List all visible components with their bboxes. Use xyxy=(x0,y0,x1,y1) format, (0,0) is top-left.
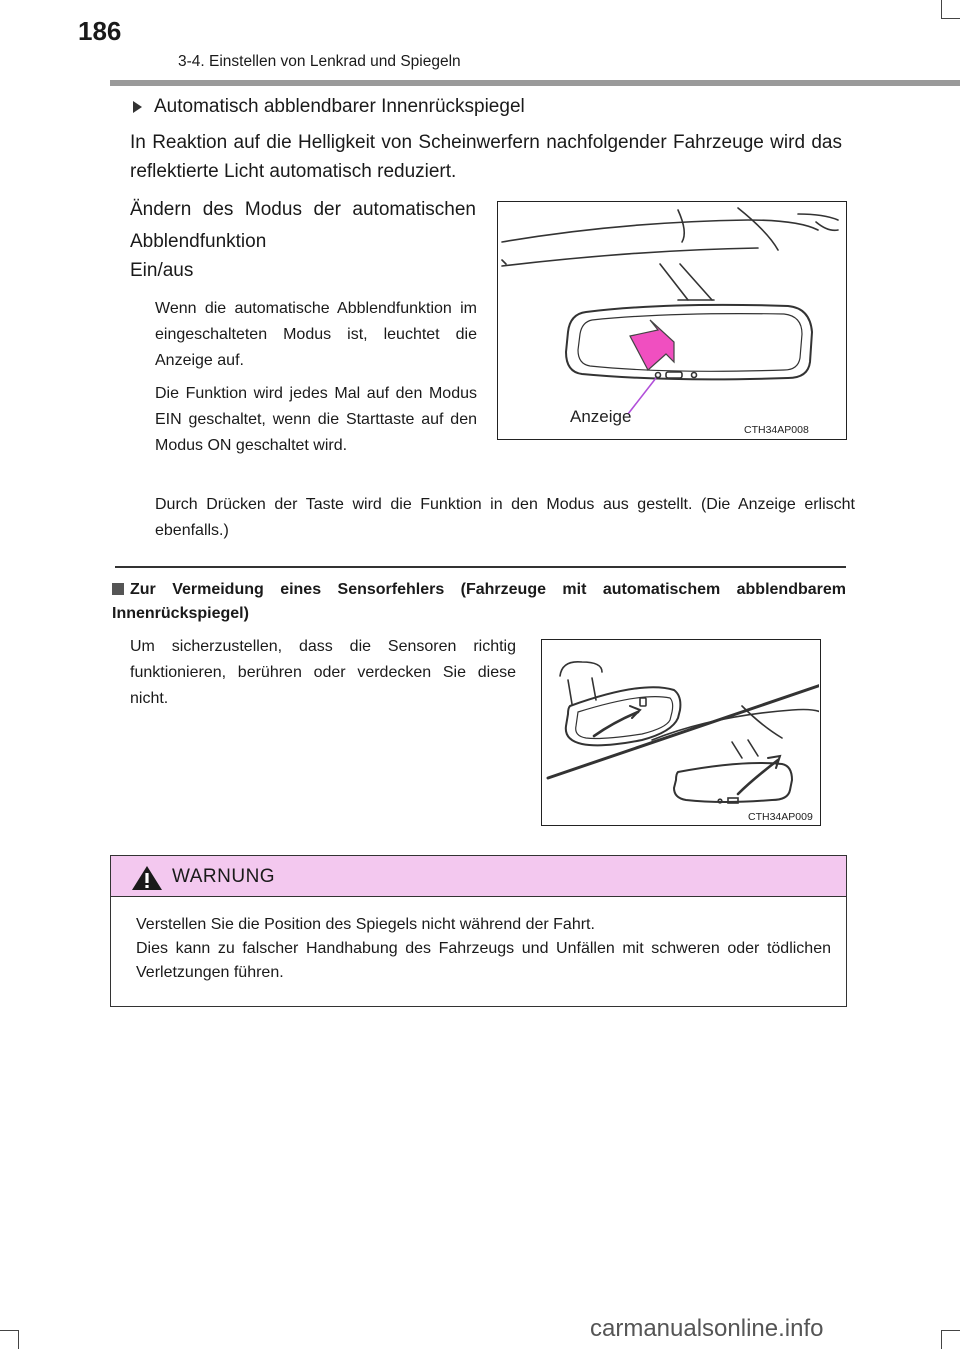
crop-mark xyxy=(941,1330,942,1349)
intro-paragraph: In Reaktion auf die Helligkeit von Scheinwerfern nachfolgender Fahrzeuge wird das reflektierte Licht automatisch reduziert. xyxy=(130,132,842,182)
pointer-line xyxy=(628,378,656,414)
warning-title: WARNUNG xyxy=(172,866,276,887)
sensor-figure xyxy=(541,639,821,826)
crop-mark xyxy=(941,0,942,18)
mode-heading: Ändern des Modus der automatischen Abblendfunktion xyxy=(130,199,476,252)
arrow-bullet-icon xyxy=(133,101,142,113)
start-paragraph: Die Funktion wird jedes Mal auf den Modus EIN geschaltet, wenn die Starttaste auf den Modus ON geschaltet wird. xyxy=(155,385,477,454)
crop-mark xyxy=(0,1330,18,1331)
figure-code: CTH34AP009 xyxy=(748,811,813,823)
button-paragraph: Durch Drücken der Taste wird die Funktion in den Modus aus gestellt. (Die Anzeige erlischt ebenfalls.) xyxy=(155,496,855,539)
warning-box xyxy=(110,855,847,1007)
page-number: 186 xyxy=(78,16,122,46)
warning-body xyxy=(136,913,831,985)
crop-mark xyxy=(18,1330,19,1349)
warning-line-1: Verstellen Sie die Position des Spiegels nicht während der Fahrt. xyxy=(136,916,595,933)
sensor-paragraph: Um sicherzustellen, dass die Sensoren richtig funktionieren, berühren oder verdecken Sie diese nicht. xyxy=(130,638,516,707)
indicator-paragraph: Wenn die automatische Abblendfunktion im eingeschalteten Modus ist, leuchtet die Anzeige auf. xyxy=(155,300,477,369)
arrow-icon xyxy=(630,320,674,370)
mirror-illustration xyxy=(498,202,845,438)
header-rule xyxy=(110,80,960,86)
sensor-illustration xyxy=(542,640,819,824)
warning-line-2: Dies kann zu falscher Handhabung des Fahrzeugs und Unfällen mit schweren oder tödlichen Verletzungen führen. xyxy=(136,940,831,981)
mirror-figure xyxy=(497,201,847,440)
warning-triangle-icon xyxy=(130,864,164,892)
square-bullet-icon xyxy=(112,583,124,595)
sensor-heading xyxy=(112,578,846,626)
subheading-text: Automatisch abblendbarer Innenrückspiegel xyxy=(154,96,525,117)
figure-label-anzeige: Anzeige xyxy=(570,407,632,426)
crop-mark xyxy=(941,18,960,19)
subheading-auto-dimming xyxy=(133,96,525,118)
warning-header xyxy=(111,856,846,897)
sensor-heading-text: Zur Vermeidung eines Sensorfehlers (Fahrzeuge mit automatischem abblendbarem Innenrückspiegel) xyxy=(112,581,846,622)
on-off-label: Ein/aus xyxy=(130,260,194,281)
figure-code: CTH34AP008 xyxy=(744,424,809,436)
section-divider xyxy=(115,566,846,568)
crop-mark xyxy=(941,1330,960,1331)
watermark: carmanualsonline.info xyxy=(590,1315,824,1342)
section-title: 3-4. Einstellen von Lenkrad und Spiegeln xyxy=(178,53,461,70)
